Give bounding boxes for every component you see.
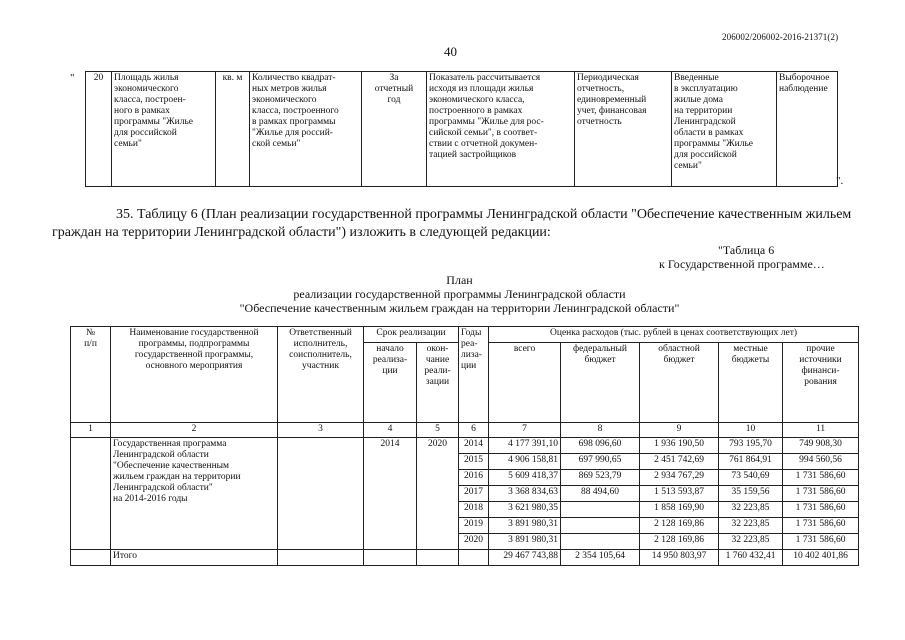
header-end: окон- чание реали- зации xyxy=(417,343,459,423)
year-cell: 2015 xyxy=(459,454,489,470)
year-cell: 2016 xyxy=(459,470,489,486)
federal-cell xyxy=(561,518,640,534)
header-row-1 xyxy=(71,327,859,343)
column-number: 8 xyxy=(561,423,640,438)
indicator-row xyxy=(86,72,838,187)
local-cell: 32 223,85 xyxy=(719,502,783,518)
column-number: 9 xyxy=(640,423,719,438)
plan-program-name: "Обеспечение качественным жильем граждан на территории Ленинградской области" xyxy=(239,301,680,315)
document-id: 206002/206002-2016-21371(2) xyxy=(722,32,839,42)
year-cell: 2020 xyxy=(459,534,489,550)
amendment-paragraph: 35. Таблицу 6 (План реализации государственной программы Ленинградской области "Обеспечение качественным жильем граждан на территории Ленинградской области") изложить в следующей редакции: xyxy=(52,207,852,240)
year-cell: 2018 xyxy=(459,502,489,518)
header-local: местные бюджеты xyxy=(719,343,783,423)
header-years: Годы реа- лиза- ции xyxy=(459,327,489,423)
federal-cell: 88 494,60 xyxy=(561,486,640,502)
regional-cell: 2 451 742,69 xyxy=(640,454,719,470)
header-regional: областной бюджет xyxy=(640,343,719,423)
totals-federal: 2 354 105,64 xyxy=(561,550,640,566)
header-federal: федеральный бюджет xyxy=(561,343,640,423)
regional-cell: 1 936 190,50 xyxy=(640,438,719,454)
indicator-unit: кв. м xyxy=(216,72,250,187)
total-cell: 4 177 391,10 xyxy=(489,438,561,454)
total-cell: 3 621 980,35 xyxy=(489,502,561,518)
indicator-number: 20 xyxy=(86,72,112,187)
start-year: 2014 xyxy=(364,438,417,550)
header-total: всего xyxy=(489,343,561,423)
local-cell: 73 540,69 xyxy=(719,470,783,486)
indicator-definition: Количество квадрат- ных метров жилья экономического класса, построенного в рамках программы "Жилье для россий- ской семьи" xyxy=(250,72,362,187)
column-number: 5 xyxy=(417,423,459,438)
program-name: Государственная программа Ленинградской области "Обеспечение качественным жильем граждан на территории Ленинградской области" на 2014-2016 годы xyxy=(111,438,278,550)
other-cell: 1 731 586,60 xyxy=(783,534,859,550)
page-number: 40 xyxy=(444,44,457,59)
end-year: 2020 xyxy=(417,438,459,550)
other-cell: 1 731 586,60 xyxy=(783,502,859,518)
header-term: Срок реализации xyxy=(364,327,459,343)
header-executor: Ответственный исполнитель, соисполнитель, участник xyxy=(278,327,364,423)
close-quote: ". xyxy=(836,175,844,187)
local-cell: 793 195,70 xyxy=(719,438,783,454)
indicator-period: За отчетный год xyxy=(362,72,427,187)
row-number xyxy=(71,438,111,550)
totals-other: 10 402 401,86 xyxy=(783,550,859,566)
year-cell: 2019 xyxy=(459,518,489,534)
header-name: Наименование государственной программы, подпрограммы государственной программы, основного мероприятия xyxy=(111,327,278,423)
federal-cell: 698 096,60 xyxy=(561,438,640,454)
regional-cell: 1 513 593,87 xyxy=(640,486,719,502)
plan-table xyxy=(70,326,859,566)
total-cell: 5 609 418,37 xyxy=(489,470,561,486)
year-cell: 2017 xyxy=(459,486,489,502)
federal-cell xyxy=(561,534,640,550)
federal-cell: 869 523,79 xyxy=(561,470,640,486)
other-cell: 1 731 586,60 xyxy=(783,518,859,534)
column-number-row xyxy=(71,423,859,438)
column-number: 6 xyxy=(459,423,489,438)
plan-subtitle: реализации государственной программы Ленинградской области xyxy=(293,287,626,301)
column-number: 11 xyxy=(783,423,859,438)
year-cell: 2014 xyxy=(459,438,489,454)
header-other: прочие источники финанси- рования xyxy=(783,343,859,423)
plan-title: План xyxy=(446,273,473,287)
totals-year xyxy=(459,550,489,566)
executor-cell xyxy=(278,438,364,550)
regional-cell: 2 934 767,29 xyxy=(640,470,719,486)
totals-local: 1 760 432,41 xyxy=(719,550,783,566)
federal-cell xyxy=(561,502,640,518)
column-number: 4 xyxy=(364,423,417,438)
total-cell: 3 368 834,63 xyxy=(489,486,561,502)
totals-executor xyxy=(278,550,364,566)
other-cell: 1 731 586,60 xyxy=(783,486,859,502)
totals-start xyxy=(364,550,417,566)
open-quote: " xyxy=(70,72,75,84)
indicator-name: Площадь жилья экономического класса, построен- ного в рамках программы "Жилье для российской семьи" xyxy=(112,72,216,187)
column-number: 7 xyxy=(489,423,561,438)
totals-end xyxy=(417,550,459,566)
column-number: 10 xyxy=(719,423,783,438)
federal-cell: 697 990,65 xyxy=(561,454,640,470)
local-cell: 32 223,85 xyxy=(719,534,783,550)
total-cell: 3 891 980,31 xyxy=(489,518,561,534)
column-number: 3 xyxy=(278,423,364,438)
indicator-object: Введенные в эксплуатацию жилые дома на территории Ленинградской области в рамках программы "Жилье для российской семьи" xyxy=(672,72,777,187)
local-cell: 32 223,85 xyxy=(719,518,783,534)
header-start: начало реализа- ции xyxy=(364,343,417,423)
totals-total: 29 467 743,88 xyxy=(489,550,561,566)
total-cell: 4 906 158,81 xyxy=(489,454,561,470)
totals-regional: 14 950 803,97 xyxy=(640,550,719,566)
annex-label: "Таблица 6 xyxy=(718,243,775,257)
header-costs: Оценка расходов (тыс. рублей в ценах соответствующих лет) xyxy=(489,327,859,343)
other-cell: 994 560,56 xyxy=(783,454,859,470)
indicator-method: Показатель рассчитывается исходя из площади жилья экономического класса, построенного в рамках программы "Жилье для рос- сийской семьи", в соответ- ствии с отчетной докумен- тацией застройщиков xyxy=(427,72,575,187)
local-cell: 35 159,56 xyxy=(719,486,783,502)
header-num: № п/п xyxy=(71,327,111,423)
annex-reference: к Государственной программе… xyxy=(659,257,825,271)
other-cell: 1 731 586,60 xyxy=(783,470,859,486)
column-number: 1 xyxy=(71,423,111,438)
regional-cell: 2 128 169,86 xyxy=(640,518,719,534)
totals-row xyxy=(71,550,859,566)
table-row xyxy=(71,438,859,454)
indicator-source: Периодическая отчетность, единовременный учет, финансовая отчетность xyxy=(575,72,672,187)
indicator-observation: Выборочное наблюдение xyxy=(777,72,838,187)
indicator-table xyxy=(85,71,838,187)
column-number: 2 xyxy=(111,423,278,438)
local-cell: 761 864,91 xyxy=(719,454,783,470)
totals-number xyxy=(71,550,111,566)
total-cell: 3 891 980,31 xyxy=(489,534,561,550)
regional-cell: 2 128 169,86 xyxy=(640,534,719,550)
totals-label: Итого xyxy=(111,550,278,566)
other-cell: 749 908,30 xyxy=(783,438,859,454)
regional-cell: 1 858 169,90 xyxy=(640,502,719,518)
